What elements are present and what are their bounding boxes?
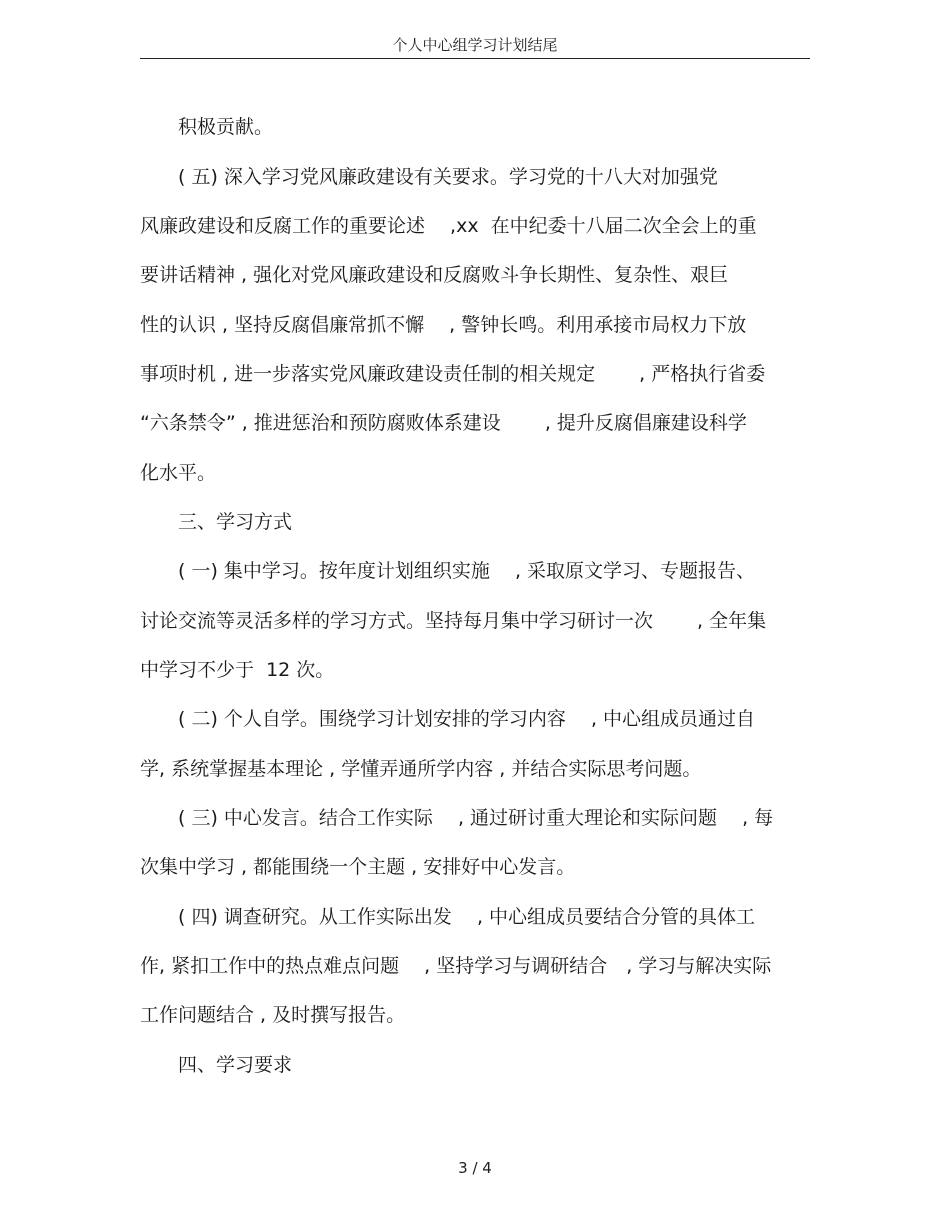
text-line: ( 四) 调查研究。从工作实际出发 , 中心组成员要结合分管的具体工 <box>140 906 756 928</box>
text-line: 工作问题结合 , 及时撰写报告。 <box>140 1004 406 1026</box>
text-line: 积极贡献。 <box>140 116 274 138</box>
text-line: 化水平。 <box>140 462 217 484</box>
text-line: 中学习不少于 12 次。 <box>140 659 335 681</box>
text-line: ( 二) 个人自学。围绕学习计划安排的学习内容 , 中心组成员通过自 <box>140 708 756 730</box>
text-line: 作, 紧扣工作中的热点难点问题 , 坚持学习与调研结合 , 学习与解决实际 <box>140 955 772 977</box>
document-title: 个人中心组学习计划结尾 <box>392 36 558 54</box>
text-line: ( 一) 集中学习。按年度计划组织实施 , 采取原文学习、专题报告、 <box>140 560 756 582</box>
text-line: ( 五) 深入学习党风廉政建设有关要求。学习党的十八大对加强党 <box>140 166 718 188</box>
text-line: 事项时机 , 进一步落实党风廉政建设责任制的相关规定 , 严格执行省委 <box>140 363 766 385</box>
text-line: “六条禁令” , 推进惩治和预防腐败体系建设 , 提升反腐倡廉建设科学 <box>140 412 747 434</box>
text-line: 讨论交流等灵活多样的学习方式。坚持每月集中学习研讨一次 , 全年集 <box>140 610 767 632</box>
text-line: 性的认识 , 坚持反腐倡廉常抓不懈 , 警钟长鸣。利用承接市局权力下放 <box>140 314 747 336</box>
text-line: 次集中学习 , 都能围绕一个主题 , 安排好中心发言。 <box>140 856 576 878</box>
page-header <box>140 32 810 59</box>
section-heading: 四、学习要求 <box>140 1054 293 1076</box>
text-line: 风廉政建设和反腐工作的重要论述 ,xx 在中纪委十八届二次全会上的重 <box>140 215 757 237</box>
text-line: ( 三) 中心发言。结合工作实际 , 通过研讨重大理论和实际问题 , 每 <box>140 807 774 829</box>
text-line: 要讲话精神 , 强化对党风廉政建设和反腐败斗争长期性、复杂性、艰巨 <box>140 264 729 286</box>
section-heading: 三、学习方式 <box>140 511 293 533</box>
page-number: 3 / 4 <box>458 1159 492 1177</box>
text-line: 学, 系统掌握基本理论 , 学懂弄通所学内容 , 并结合实际思考问题。 <box>140 758 702 780</box>
